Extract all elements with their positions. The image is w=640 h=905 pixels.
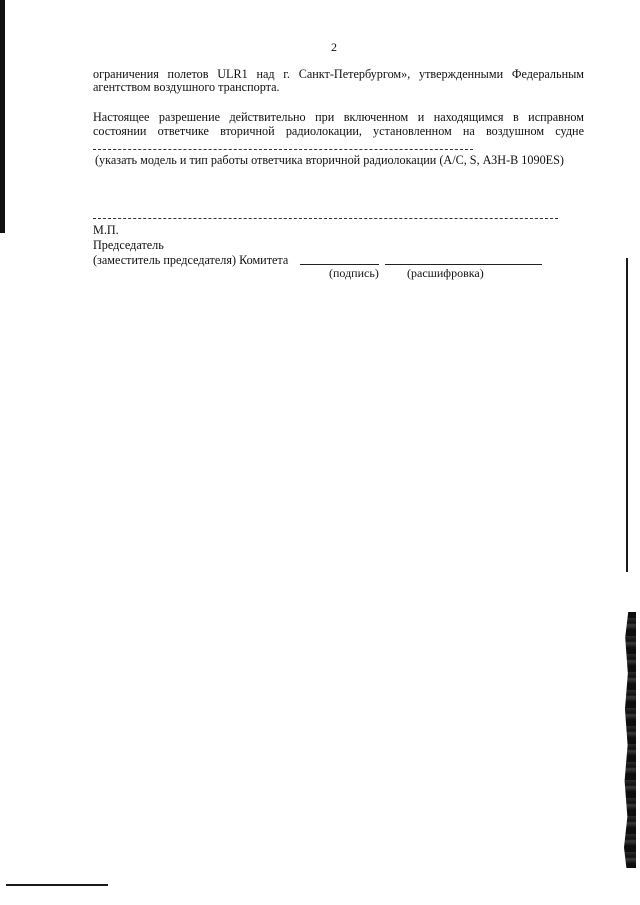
page-number: 2 — [331, 40, 337, 54]
paragraph-1-line-2: агентством воздушного транспорта. — [93, 80, 280, 94]
aircraft-fill-line — [93, 149, 473, 150]
separator-line — [93, 218, 558, 219]
paragraph-2-line-2: состоянии ответчике вторичной радиолокации, установленном на воздушном судне — [93, 124, 584, 138]
signature-caption: (подпись) — [329, 266, 379, 280]
signature-line — [300, 264, 379, 265]
scan-edge-mark — [6, 884, 108, 886]
deputy-chairman-line: (заместитель председателя) Комитета — [93, 253, 289, 267]
scan-edge-mark — [626, 258, 628, 572]
chairman-title: Председатель — [93, 238, 164, 252]
scan-edge-mark — [624, 612, 636, 868]
stamp-label: М.П. — [93, 223, 119, 237]
transcript-line — [385, 264, 542, 265]
scan-edge-mark — [0, 0, 5, 233]
transcript-caption: (расшифровка) — [407, 266, 484, 280]
transponder-hint: (указать модель и тип работы ответчика вторичной радиолокации (А/С, S, АЗН-В 1090ES) — [95, 153, 564, 167]
paragraph-1-line-1: ограничения полетов ULR1 над г. Санкт-Петербургом», утвержденными Федеральным — [93, 67, 584, 81]
paragraph-2-line-1: Настоящее разрешение действительно при включенном и находящимся в исправном — [93, 110, 584, 124]
